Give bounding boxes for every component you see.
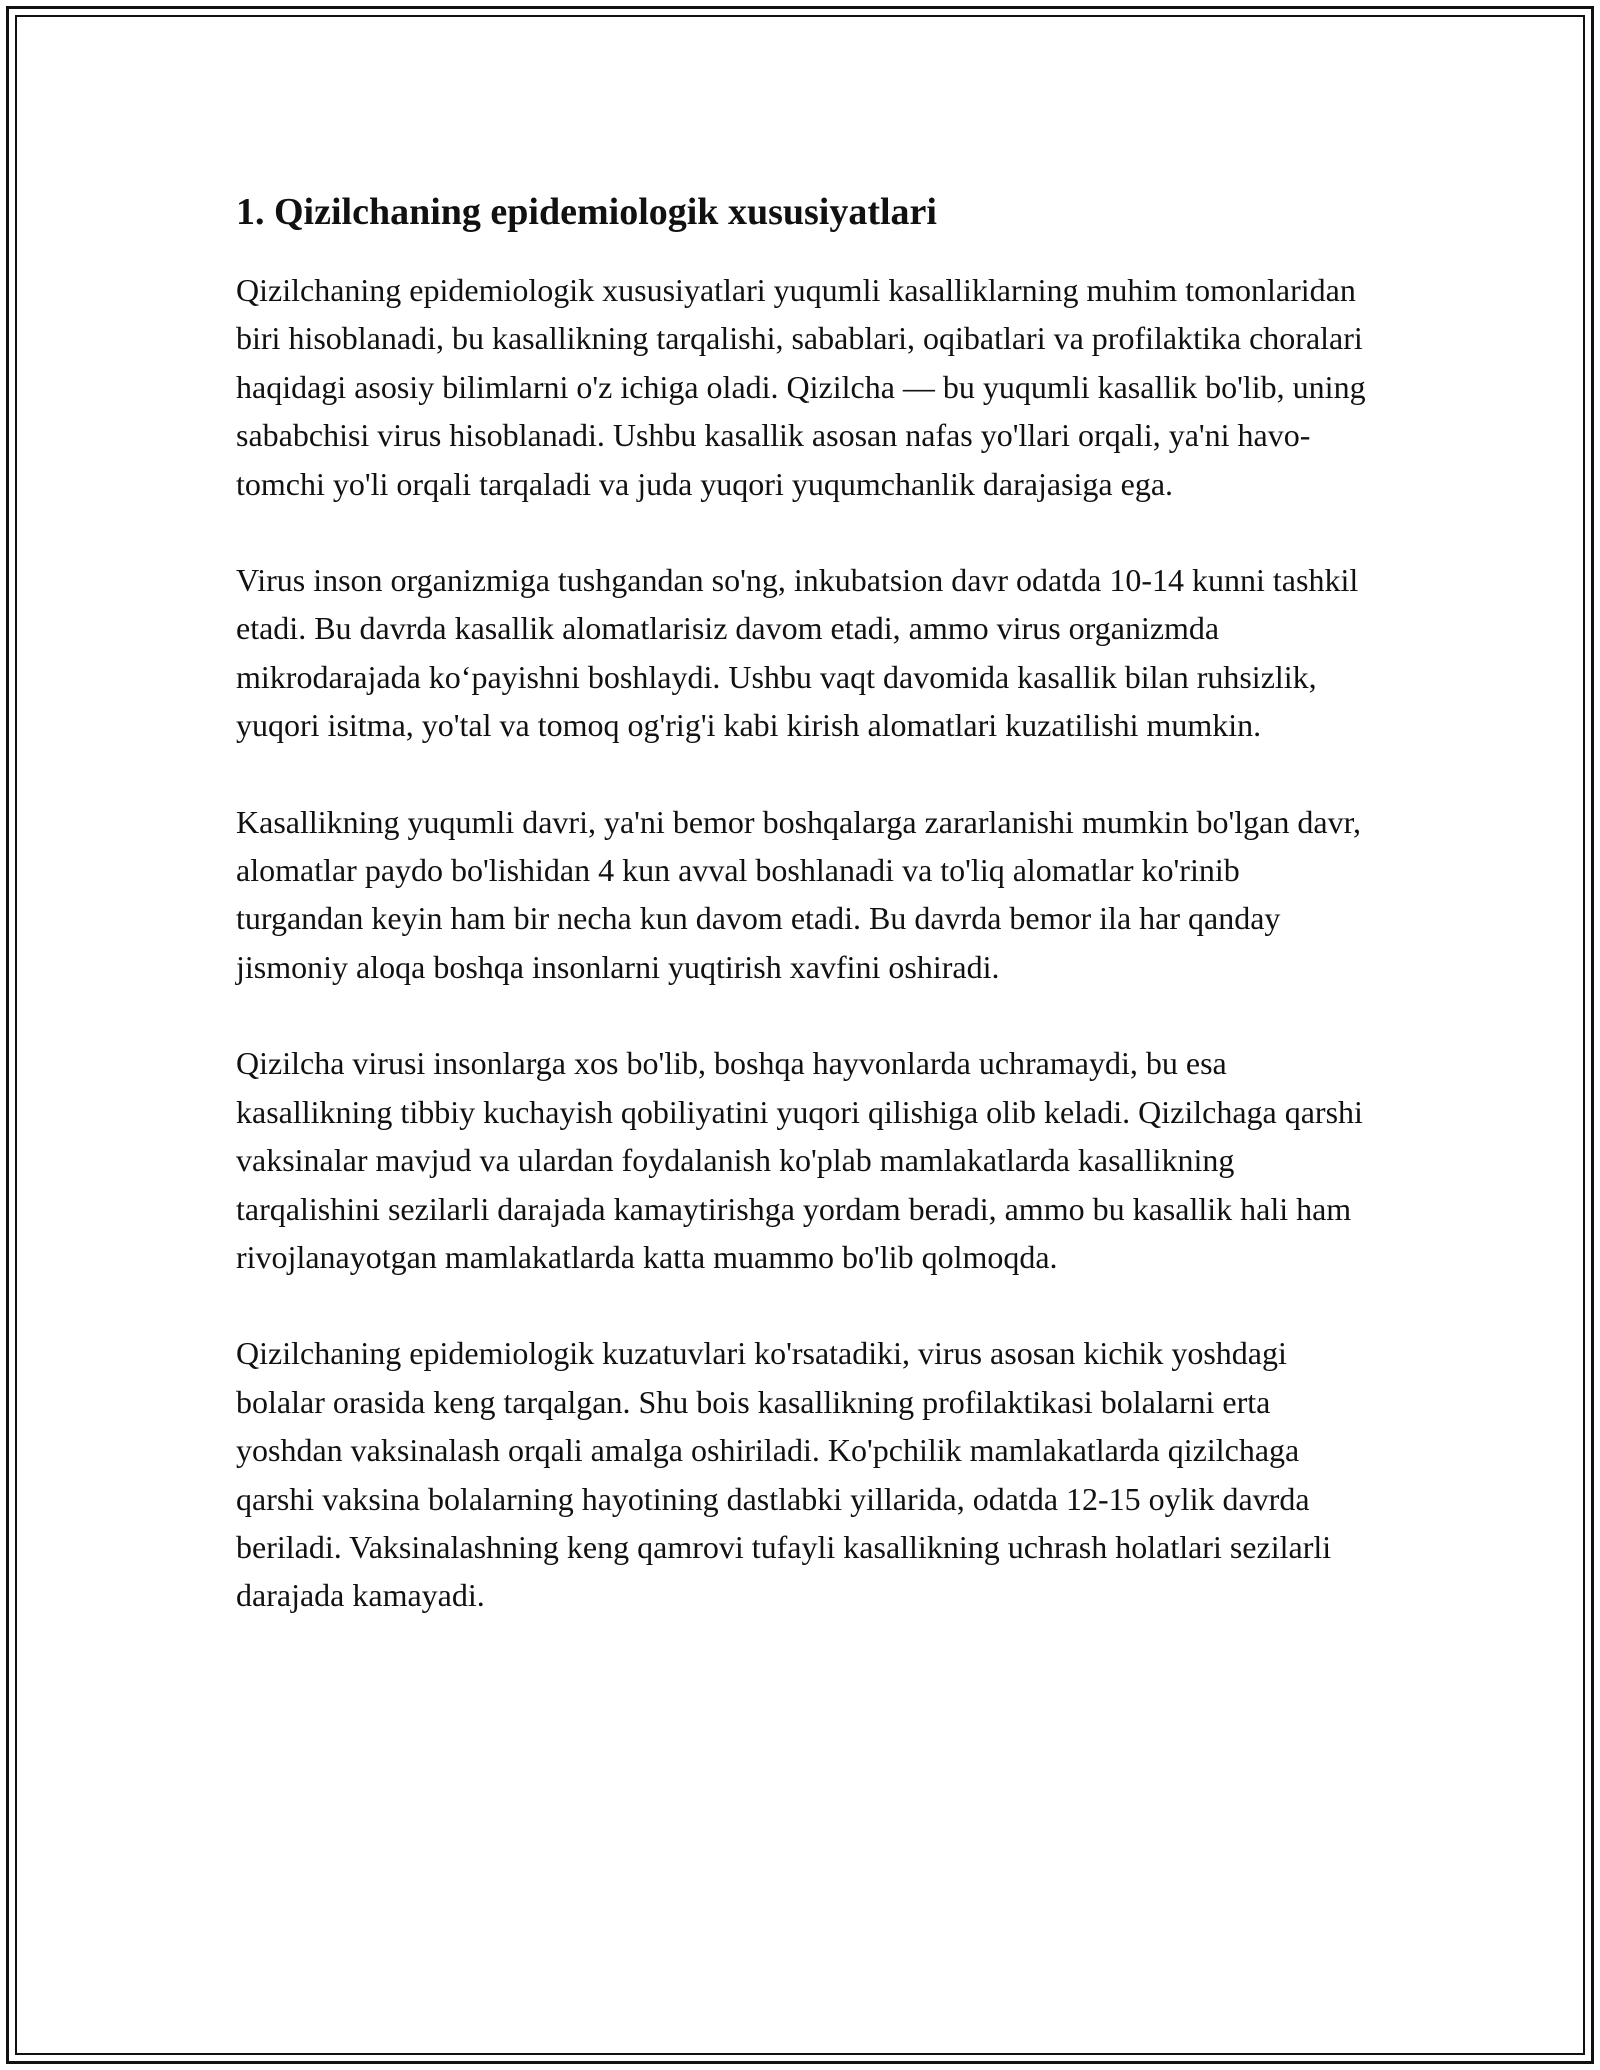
paragraph-4: Qizilcha virusi insonlarga xos bo'lib, boshqa hayvonlarda uchramaydi, bu esa kasallikning tibbiy kuchayish qobiliyatini yuqori qilishiga olib keladi. Qizilchaga qarshi vaksinalar mavjud va ulardan foydalanish ko'plab mamlakatlarda kasallikning tarqalishini sezilarli darajada kamaytirishga yordam beradi, ammo bu kasallik hali ham rivojlanayotgan mamlakatlarda katta muammo bo'lib qolmoqda.: [236, 1045, 1363, 1275]
paragraph-5: Qizilchaning epidemiologik kuzatuvlari ko'rsatadiki, virus asosan kichik yoshdagi bolalar orasida keng tarqalgan. Shu bois kasallikning profilaktikasi bolalarni erta yoshdan vaksinalash orqali amalga oshiriladi. Ko'pchilik mamlakatlarda qizilchaga qarshi vaksina bolalarning hayotining dastlabki yillarida, odatda 12-15 oylik davrda beriladi. Vaksinalashning keng qamrovi tufayli kasallikning uchrash holatlari sezilarli darajada kamayadi.: [236, 1335, 1332, 1614]
paragraph-2: Virus inson organizmiga tushgandan so'ng, inkubatsion davr odatda 10-14 kunni tashkil etadi. Bu davrda kasallik alomatlarisiz davom etadi, ammo virus organizmda mikrodarajada koʻpayishni boshlaydi. Ushbu vaqt davomida kasallik bilan ruhsizlik, yuqori isitma, yo'tal va tomoq og'rig'i kabi kirish alomatlari kuzatilishi mumkin.: [236, 562, 1359, 744]
paragraph-3: Kasallikning yuqumli davri, ya'ni bemor boshqalarga zararlanishi mumkin bo'lgan davr, alomatlar paydo bo'lishidan 4 kun avval boshlanadi va to'liq alomatlar ko'rinib turgandan keyin ham bir necha kun davom etadi. Bu davrda bemor ila har qanday jismoniy aloqa boshqa insonlarni yuqtirish xavfini oshiradi.: [236, 803, 1361, 985]
paragraph-1: Qizilchaning epidemiologik xususiyatlari yuqumli kasalliklarning muhim tomonlaridan biri hisoblanadi, bu kasallikning tarqalishi, sabablari, oqibatlari va profilaktika choralari haqidagi asosiy bilimlarni o'z ichiga oladi. Qizilcha — bu yuqumli kasallik bo'lib, uning sababchisi virus hisoblanadi. Ushbu kasallik asosan nafas yo'llari orqali, ya'ni havo-tomchi yo'li orqali tarqaladi va juda yuqori yuqumchanlik darajasiga ega.: [236, 272, 1366, 502]
section-heading: 1. Qizilchaning epidemiologik xususiyatlari: [236, 191, 937, 233]
document-body: [236, 186, 1366, 1620]
